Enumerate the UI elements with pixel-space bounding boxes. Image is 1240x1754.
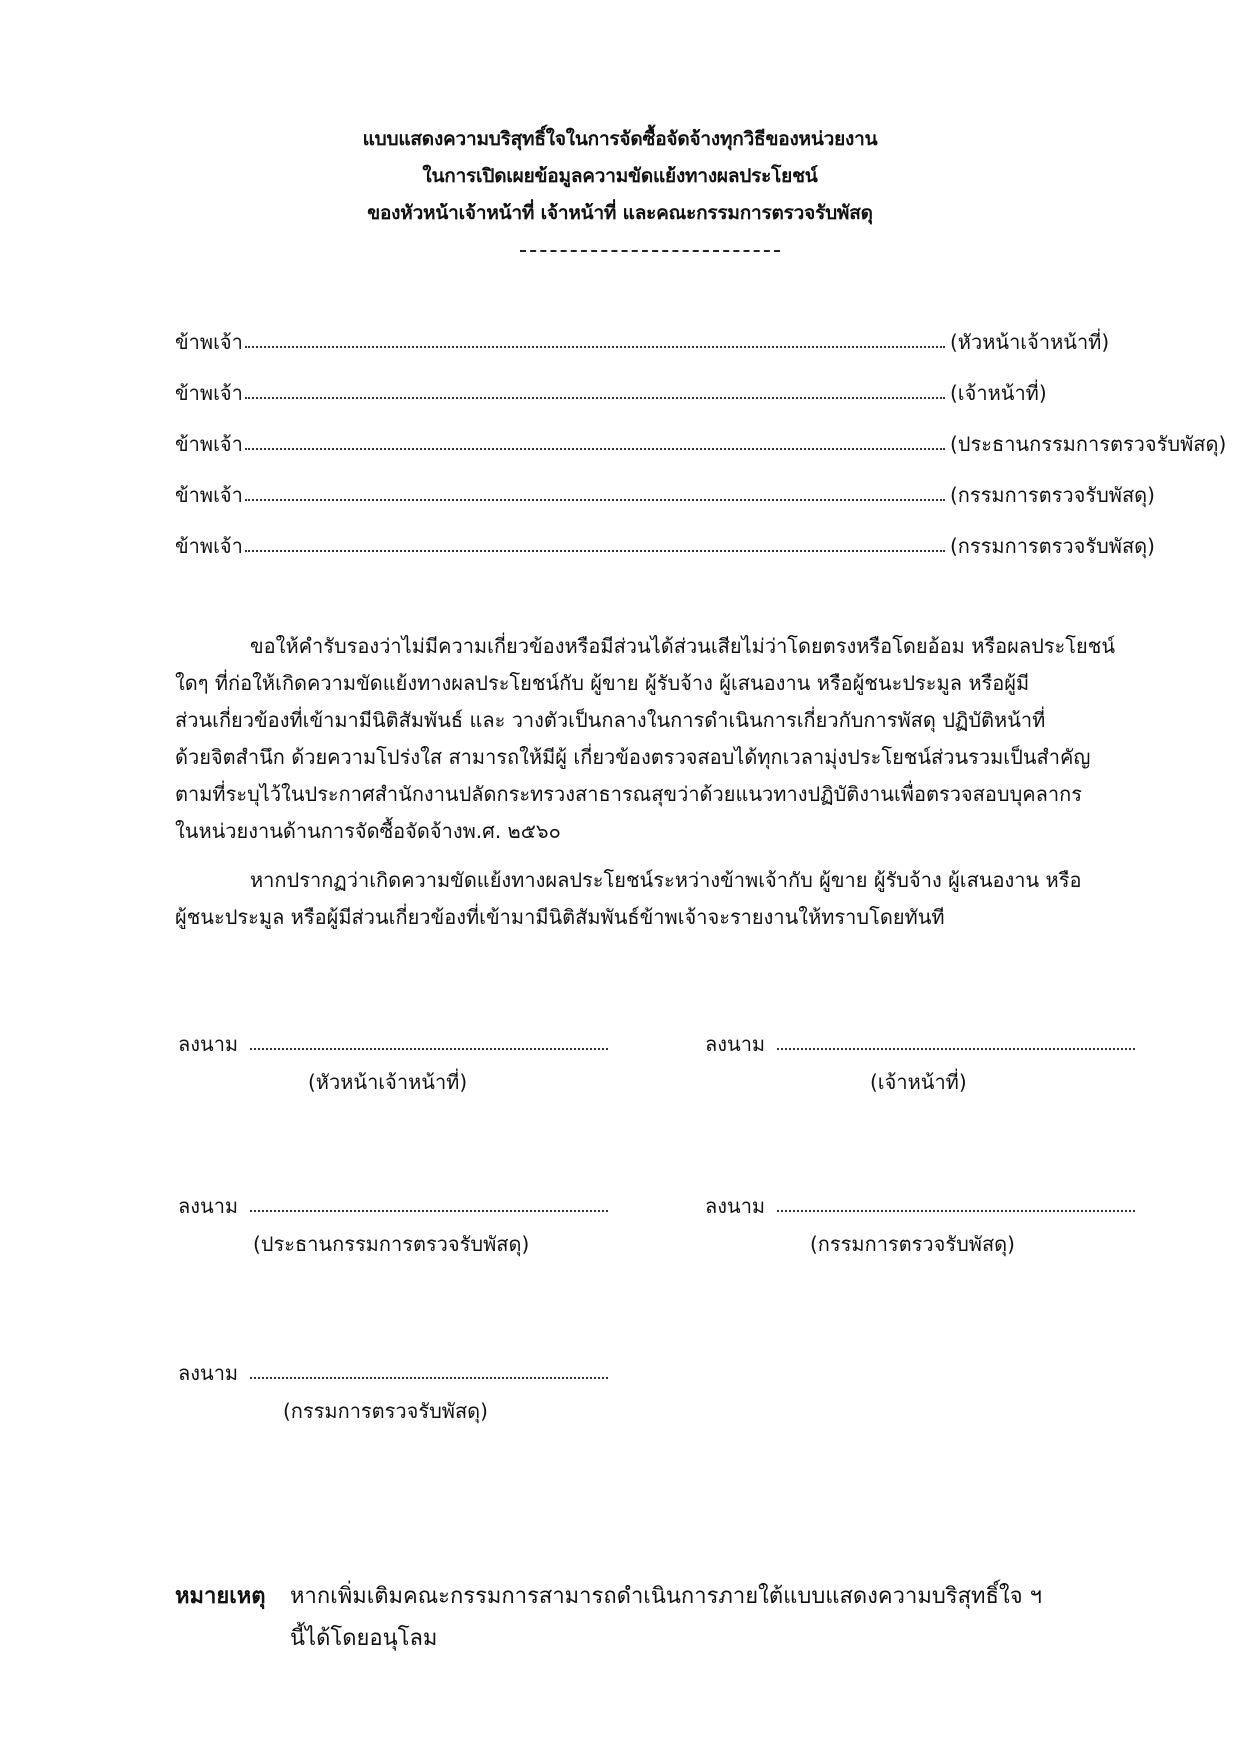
- identity-role: (ประธานกรรมการตรวจรับพัสดุ): [950, 432, 1227, 456]
- signature-line[interactable]: [250, 1210, 608, 1212]
- certification-paragraph-line: ด้วยจิตสำนึก ด้วยความโปร่งใส สามารถให้มีผู้ เกี่ยวข้องตรวจสอบได้ทุกเวลามุ่งประโยชน์ส่วนรวมเป็นสำคัญ: [175, 745, 1091, 769]
- signature-block-officer: [705, 1028, 1145, 1098]
- identity-role: (กรรมการตรวจรับพัสดุ): [950, 534, 1155, 558]
- identity-row-committee-member-2: [175, 530, 1155, 564]
- signature-block-committee-member-1: [705, 1190, 1145, 1260]
- form-title-line-1: แบบแสดงความบริสุทธิ์ใจในการจัดซื้อจัดจ้างทุกวิธีของหน่วยงาน: [362, 128, 878, 150]
- certification-paragraph-line: ส่วนเกี่ยวข้องที่เข้ามามีนิติสัมพันธ์ และ วางตัวเป็นกลางในการดำเนินการเกี่ยวกับการพัสดุ ปฏิบัติหน้าที่: [175, 708, 1046, 732]
- disclosure-paragraph-line: หากปรากฏว่าเกิดความขัดแย้งทางผลประโยชน์ระหว่างข้าพเจ้ากับ ผู้ขาย ผู้รับจ้าง ผู้เสนองาน หรือ: [250, 868, 1082, 892]
- identity-role: (เจ้าหน้าที่): [950, 381, 1047, 405]
- signature-role: (กรรมการตรวจรับพัสดุ): [810, 1232, 1015, 1256]
- form-title-line-3: ของหัวหน้าเจ้าหน้าที่ เจ้าหน้าที่ และคณะกรรมการตรวจรับพัสดุ: [367, 202, 873, 224]
- signature-role: (กรรมการตรวจรับพัสดุ): [283, 1399, 488, 1423]
- identity-role: (หัวหน้าเจ้าหน้าที่): [950, 330, 1110, 354]
- name-blank-line[interactable]: [245, 397, 945, 399]
- signature-block-chief-officer: [178, 1028, 618, 1098]
- name-blank-line[interactable]: [245, 346, 945, 348]
- identity-prefix: ข้าพเจ้า: [175, 432, 243, 456]
- identity-row-committee-member-1: [175, 479, 1155, 513]
- identity-row-chief-officer: [175, 326, 1110, 360]
- signature-line[interactable]: [777, 1048, 1135, 1050]
- identity-role: (กรรมการตรวจรับพัสดุ): [950, 483, 1155, 507]
- certification-paragraph-line: ขอให้คำรับรองว่าไม่มีความเกี่ยวข้องหรือมีส่วนได้ส่วนเสียไม่ว่าโดยตรงหรือโดยอ้อม หรือผลประโยชน์: [250, 634, 1115, 658]
- certification-paragraph-line: ตามที่ระบุไว้ในประกาศสำนักงานปลัดกระทรวงสาธารณสุขว่าด้วยแนวทางปฏิบัติงานเพื่อตรวจสอบบุคลากร: [175, 782, 1082, 806]
- signature-role: (เจ้าหน้าที่): [870, 1070, 967, 1094]
- title-divider: [520, 250, 780, 252]
- name-blank-line[interactable]: [245, 499, 945, 501]
- signature-role: (ประธานกรรมการตรวจรับพัสดุ): [253, 1232, 530, 1256]
- signature-label: ลงนาม: [178, 1032, 239, 1056]
- note-text-line: หากเพิ่มเติมคณะกรรมการสามารถดำเนินการภายใต้แบบแสดงความบริสุทธิ์ใจ ฯ: [290, 1584, 1042, 1609]
- signature-line[interactable]: [250, 1377, 608, 1379]
- disclosure-paragraph-line: ผู้ชนะประมูล หรือผู้มีส่วนเกี่ยวข้องที่เข้ามามีนิติสัมพันธ์ข้าพเจ้าจะรายงานให้ทราบโดยทันที: [175, 905, 945, 929]
- note-text-line: นี้ได้โดยอนุโลม: [290, 1626, 438, 1651]
- identity-prefix: ข้าพเจ้า: [175, 534, 243, 558]
- signature-block-committee-member-2: [178, 1357, 618, 1427]
- signature-label: ลงนาม: [178, 1194, 239, 1218]
- identity-prefix: ข้าพเจ้า: [175, 381, 243, 405]
- signature-role: (หัวหน้าเจ้าหน้าที่): [308, 1070, 468, 1094]
- form-title-line-2: ในการเปิดเผยข้อมูลความขัดแย้งทางผลประโยชน์: [422, 165, 818, 187]
- signature-line[interactable]: [250, 1048, 608, 1050]
- identity-row-committee-chair: [175, 428, 1227, 462]
- identity-prefix: ข้าพเจ้า: [175, 483, 243, 507]
- identity-prefix: ข้าพเจ้า: [175, 330, 243, 354]
- name-blank-line[interactable]: [245, 550, 945, 552]
- name-blank-line[interactable]: [245, 448, 945, 450]
- signature-label: ลงนาม: [705, 1194, 766, 1218]
- identity-row-officer: [175, 377, 1075, 411]
- signature-label: ลงนาม: [705, 1032, 766, 1056]
- signature-line[interactable]: [777, 1210, 1135, 1212]
- note-label: หมายเหตุ: [175, 1584, 266, 1609]
- signature-label: ลงนาม: [178, 1361, 239, 1385]
- certification-paragraph-line: ใดๆ ที่ก่อให้เกิดความขัดแย้งทางผลประโยชน์กับ ผู้ขาย ผู้รับจ้าง ผู้เสนองาน หรือผู้ชนะประมูล หรือผู้มี: [175, 671, 1030, 695]
- certification-paragraph-line: ในหน่วยงานด้านการจัดซื้อจัดจ้างพ.ศ. ๒๕๖๐: [175, 819, 561, 843]
- signature-block-committee-chair: [178, 1190, 618, 1260]
